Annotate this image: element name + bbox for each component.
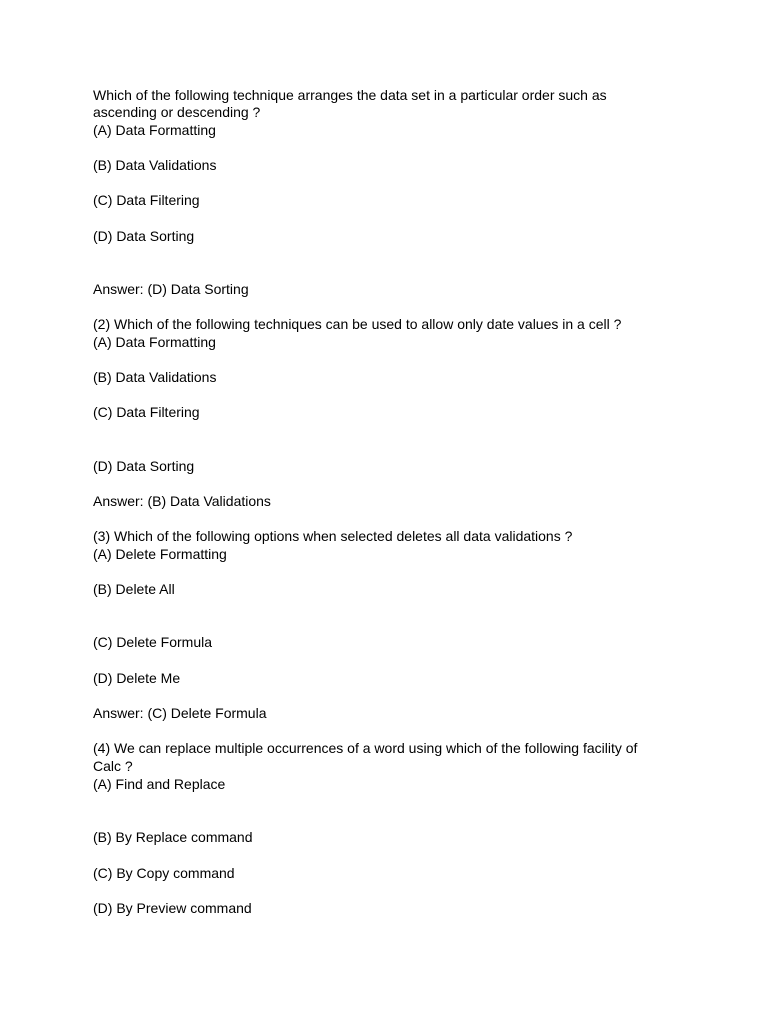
question-2-option-d: (D) Data Sorting bbox=[93, 458, 195, 474]
question-4-text: (4) We can replace multiple occurrences of a word using which of the following facility of bbox=[93, 740, 638, 756]
question-3-option-a: (A) Delete Formatting bbox=[93, 546, 227, 562]
question-4-option-a: (A) Find and Replace bbox=[93, 776, 226, 792]
question-3-option-b: (B) Delete All bbox=[93, 581, 175, 597]
question-3-option-d: (D) Delete Me bbox=[93, 670, 181, 686]
question-1-option-d: (D) Data Sorting bbox=[93, 228, 195, 244]
question-4-option-c: (C) By Copy command bbox=[93, 865, 235, 881]
question-2-text: (2) Which of the following techniques can be used to allow only date values in a cell ? bbox=[93, 316, 622, 332]
question-3-answer: Answer: (C) Delete Formula bbox=[93, 705, 267, 721]
question-2-option-b: (B) Data Validations bbox=[93, 369, 217, 385]
question-1-text: Which of the following technique arranges the data set in a particular order such as bbox=[93, 87, 607, 103]
question-1-text-cont: ascending or descending ? bbox=[93, 104, 261, 120]
question-2-option-a: (A) Data Formatting bbox=[93, 334, 216, 350]
question-1-option-b: (B) Data Validations bbox=[93, 157, 217, 173]
question-3-option-c: (C) Delete Formula bbox=[93, 634, 213, 650]
question-4-option-d: (D) By Preview command bbox=[93, 900, 252, 916]
question-2-option-c: (C) Data Filtering bbox=[93, 404, 200, 420]
question-1-option-c: (C) Data Filtering bbox=[93, 192, 200, 208]
question-2-answer: Answer: (B) Data Validations bbox=[93, 493, 271, 509]
question-3-text: (3) Which of the following options when selected deletes all data validations ? bbox=[93, 528, 573, 544]
question-1-answer: Answer: (D) Data Sorting bbox=[93, 281, 249, 297]
question-4-option-b: (B) By Replace command bbox=[93, 829, 253, 845]
question-4-text-cont: Calc ? bbox=[93, 758, 133, 774]
question-1-option-a: (A) Data Formatting bbox=[93, 122, 216, 138]
